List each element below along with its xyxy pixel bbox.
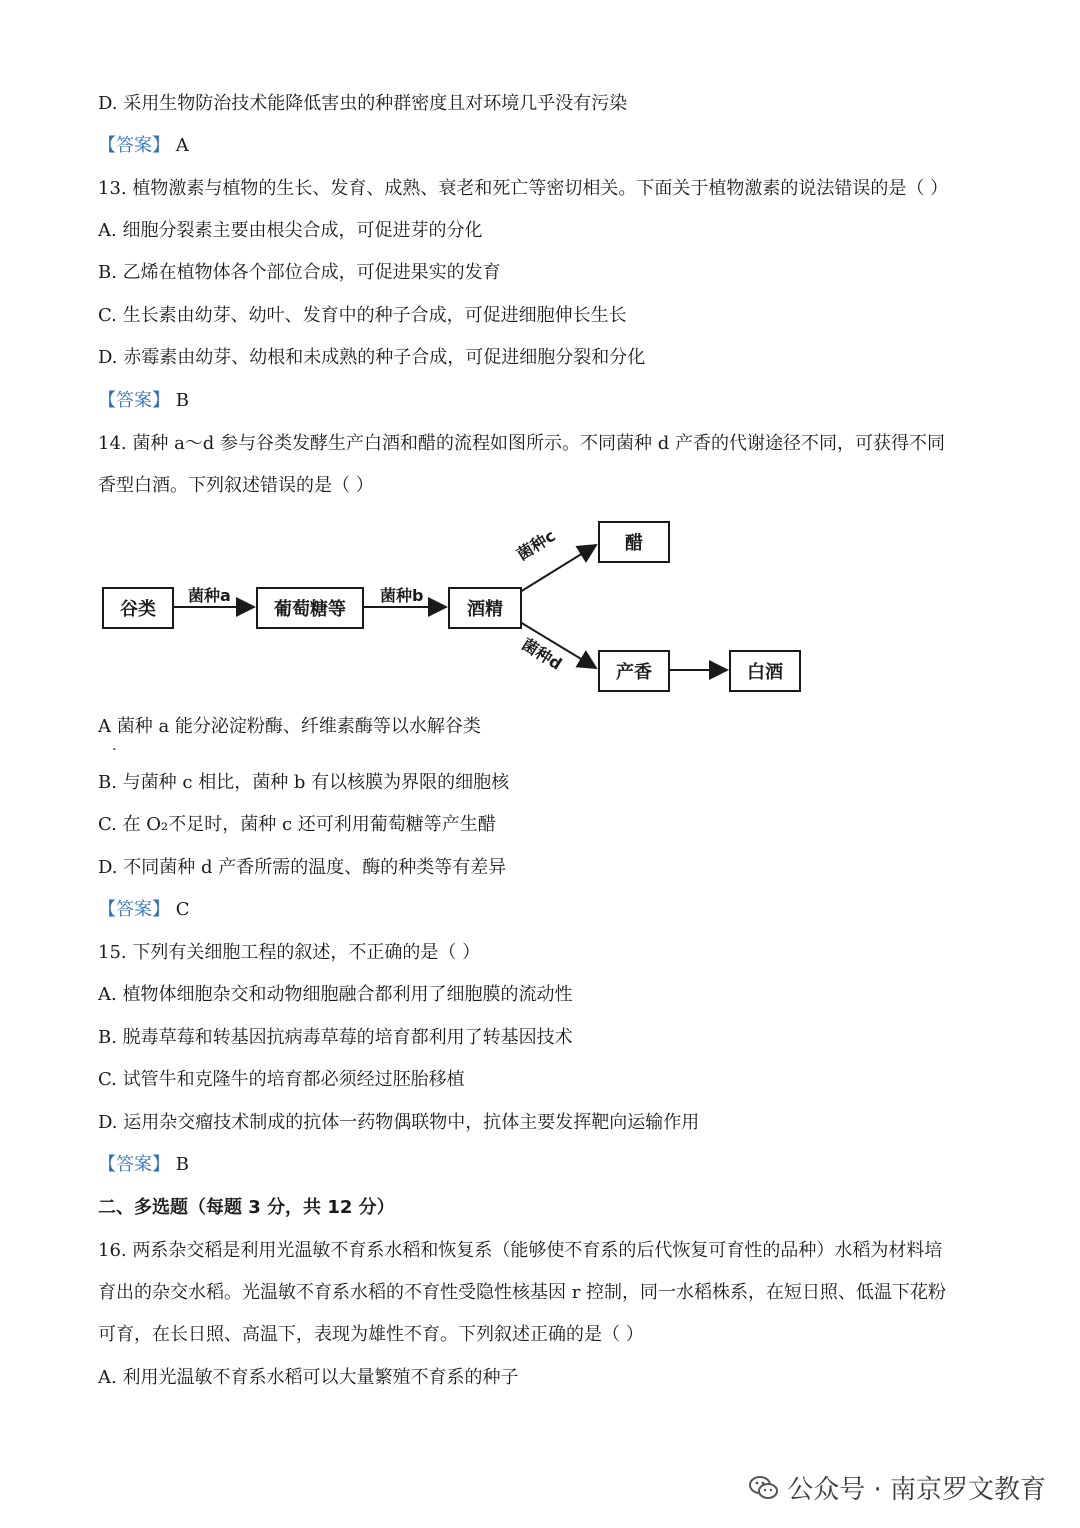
q14-option-b: B. 与菌种 c 相比，菌种 b 有以核膜为界限的细胞核 — [98, 772, 510, 793]
q15-option-a: A. 植物体细胞杂交和动物细胞融合都利用了细胞膜的流动性 — [98, 984, 573, 1005]
label-strain-a: 菌种a — [188, 586, 231, 605]
q14-option-a: A 菌种 a 能分泌淀粉酶、纤维素酶等以水解谷类 — [98, 716, 481, 737]
q13-stem: 13. 植物激素与植物的生长、发育、成熟、衰老和死亡等密切相关。下面关于植物激素的说法错误的是（ ） — [98, 178, 949, 199]
q16-stem-line1: 16. 两系杂交稻是利用光温敏不育系水稻和恢复系（能够使不育系的后代恢复可育性的品种）水稻为材料培 — [98, 1240, 943, 1261]
q13-option-d: D. 赤霉素由幼芽、幼根和未成熟的种子合成，可促进细胞分裂和分化 — [98, 347, 646, 368]
q14-option-d: D. 不同菌种 d 产香所需的温度、酶的种类等有差异 — [98, 857, 507, 878]
answer-label: 【答案】 — [98, 390, 170, 411]
wechat-icon — [749, 1475, 779, 1501]
label-strain-c: 菌种c — [513, 526, 559, 565]
answer-label: 【答案】 — [98, 899, 170, 920]
watermark-text: 公众号 · 南京罗文教育 — [787, 1475, 1046, 1505]
answer-value: C — [175, 899, 190, 920]
q15-answer — [98, 1153, 189, 1177]
box-aroma: 产香 — [598, 650, 670, 692]
q15-stem: 15. 下列有关细胞工程的叙述，不正确的是（ ） — [98, 942, 481, 963]
answer-label: 【答案】 — [98, 1154, 170, 1175]
q16-stem-line3: 可育，在长日照、高温下，表现为雄性不育。下列叙述正确的是（ ） — [98, 1324, 644, 1345]
q15-option-b: B. 脱毒草莓和转基因抗病毒草莓的培育都利用了转基因技术 — [98, 1027, 573, 1048]
q16-option-a: A. 利用光温敏不育系水稻可以大量繁殖不育系的种子 — [98, 1367, 519, 1388]
q14-option-a-dot: . — [112, 738, 117, 754]
label-strain-d: 菌种d — [518, 634, 566, 674]
q13-option-c: C. 生长素由幼芽、幼叶、发育中的种子合成，可促进细胞伸长生长 — [98, 305, 627, 326]
q14-stem-line2: 香型白酒。下列叙述错误的是（ ） — [98, 475, 374, 496]
q16-stem-line2: 育出的杂交水稻。光温敏不育系水稻的不育性受隐性核基因 r 控制，同一水稻株系，在短日照、低温下花粉 — [98, 1282, 947, 1303]
answer-value: A — [175, 135, 189, 156]
box-alcohol: 酒精 — [448, 587, 522, 629]
q15-option-d: D. 运用杂交瘤技术制成的抗体一药物偶联物中，抗体主要发挥靶向运输作用 — [98, 1112, 700, 1133]
answer-value: B — [175, 1154, 189, 1175]
box-vinegar: 醋 — [598, 521, 670, 563]
box-liquor: 白酒 — [729, 650, 801, 692]
box-glucose: 葡萄糖等 — [256, 587, 364, 629]
q13-option-b: B. 乙烯在植物体各个部位合成，可促进果实的发育 — [98, 262, 501, 283]
box-grain: 谷类 — [102, 587, 174, 629]
q14-option-c: C. 在 O₂不足时，菌种 c 还可利用葡萄糖等产生醋 — [98, 814, 496, 835]
section-heading-multiple-choice: 二、多选题（每题 3 分，共 12 分） — [98, 1197, 395, 1218]
q12-option-d: D. 采用生物防治技术能降低害虫的种群密度且对环境几乎没有污染 — [98, 93, 628, 114]
q14-answer — [98, 898, 190, 922]
answer-label: 【答案】 — [98, 135, 170, 156]
watermark — [749, 1469, 1046, 1506]
q13-option-a: A. 细胞分裂素主要由根尖合成，可促进芽的分化 — [98, 220, 483, 241]
answer-value: B — [175, 390, 189, 411]
q15-option-c: C. 试管牛和克隆牛的培育都必须经过胚胎移植 — [98, 1069, 465, 1090]
label-strain-b: 菌种b — [380, 586, 424, 605]
q14-stem-line1: 14. 菌种 a～d 参与谷类发酵生产白酒和醋的流程如图所示。不同菌种 d 产香的代谢途径不同，可获得不同 — [98, 433, 946, 454]
